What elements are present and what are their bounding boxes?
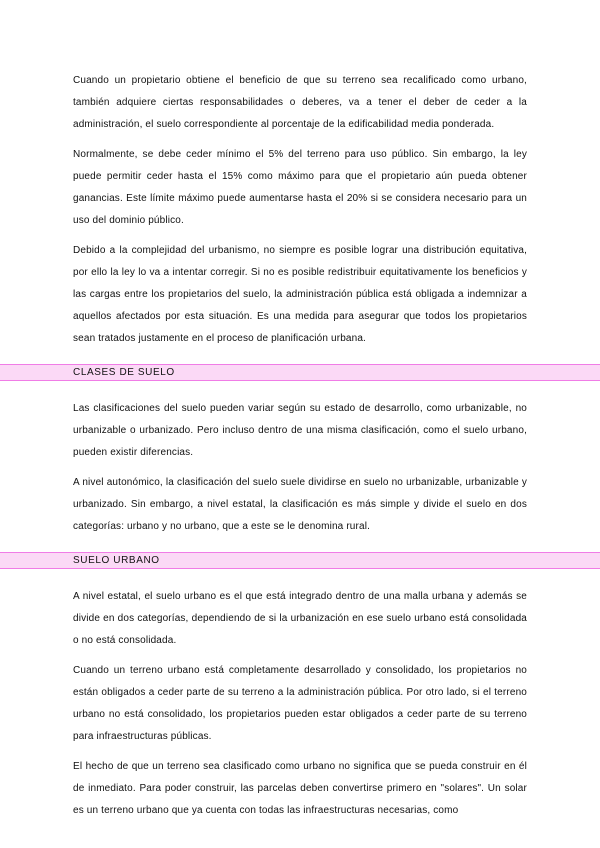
paragraph: Cuando un terreno urbano está completamente desarrollado y consolidado, los propietarios no están obligados a ceder parte de su terreno a la administración pública. Por otro lado, si el terreno urbano no está consolidado, los propietarios pueden estar obligados a ceder parte de su terreno para infraestructuras públicas. bbox=[73, 665, 527, 742]
paragraph: Las clasificaciones del suelo pueden variar según su estado de desarrollo, como urbanizable, no urbanizable o urbanizado. Pero incluso dentro de una misma clasificación, como el suelo urbano, pueden existir diferencias. bbox=[73, 403, 527, 458]
paragraph: El hecho de que un terreno sea clasificado como urbano no significa que se pueda construir en él de inmediato. Para poder construir, las parcelas deben convertirse primero en "solares". Un solar es un terreno urbano que ya cuenta con todas las infraestructuras necesarias, como bbox=[73, 761, 527, 816]
section-heading-bar bbox=[0, 552, 600, 569]
paragraph: Normalmente, se debe ceder mínimo el 5% del terreno para uso público. Sin embargo, la ley puede permitir ceder hasta el 15% como máximo para que el propietario aún pueda obtener ganancias. Este límite máximo puede aumentarse hasta el 20% si se considera necesario para un uso del dominio público. bbox=[73, 149, 527, 226]
section-heading-bar bbox=[0, 364, 600, 381]
section-heading-clases-de-suelo: CLASES DE SUELO bbox=[73, 367, 175, 378]
paragraph: Debido a la complejidad del urbanismo, no siempre es posible lograr una distribución equitativa, por ello la ley lo va a intentar corregir. Si no es posible redistribuir equitativamente los beneficios y las cargas entre los propietarios del suelo, la administración pública está obligada a indemnizar a aquellos afectados por esta situación. Es una medida para asegurar que todos los propietarios sean tratados justamente en el proceso de planificación urbana. bbox=[73, 245, 527, 344]
paragraph: A nivel autonómico, la clasificación del suelo suele dividirse en suelo no urbanizable, urbanizable y urbanizado. Sin embargo, a nivel estatal, la clasificación es más simple y divide el suelo en dos categorías: urbano y no urbano, que a este se le denomina rural. bbox=[73, 477, 527, 532]
paragraph: A nivel estatal, el suelo urbano es el que está integrado dentro de una malla urbana y además se divide en dos categorías, dependiendo de si la urbanización en ese suelo urbano está consolidada o no está consolidada. bbox=[73, 591, 527, 646]
paragraph: Cuando un propietario obtiene el beneficio de que su terreno sea recalificado como urbano, también adquiere ciertas responsabilidades o deberes, va a tener el deber de ceder a la administración, el suelo correspondiente al porcentaje de la edificabilidad media ponderada. bbox=[73, 75, 527, 130]
section-heading-suelo-urbano: SUELO URBANO bbox=[73, 555, 160, 566]
